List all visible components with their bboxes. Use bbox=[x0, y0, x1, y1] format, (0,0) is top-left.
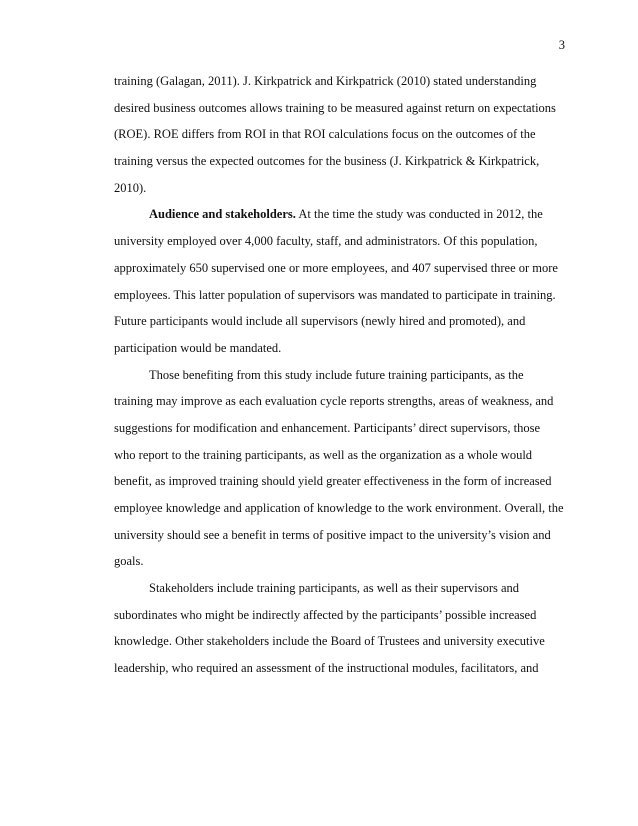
section-heading: Audience and stakeholders. bbox=[149, 207, 296, 222]
line-text: who report to the training participants, as well as the organization as a whole would bbox=[114, 447, 533, 462]
line-text: training (Galagan, 2011). J. Kirkpatrick and Kirkpatrick (2010) stated understanding bbox=[114, 74, 537, 88]
text-line bbox=[114, 628, 574, 655]
line-text: subordinates who might be indirectly affected by the participants’ possible increased bbox=[114, 607, 537, 622]
text-line bbox=[114, 228, 574, 255]
line-text: leadership, who required an assessment of the instructional modules, facilitators, and bbox=[114, 661, 539, 676]
text-line bbox=[114, 121, 574, 148]
text-line bbox=[114, 522, 574, 549]
text-line bbox=[114, 602, 574, 629]
line-text: Stakeholders include training participants, as well as their supervisors and bbox=[149, 581, 520, 596]
text-line bbox=[114, 335, 574, 362]
line-text: university should see a benefit in terms of positive impact to the university’s vision and bbox=[114, 527, 551, 542]
line-text: desired business outcomes allows training to be measured against return on expectations bbox=[114, 100, 556, 115]
line-text: participation would be mandated. bbox=[114, 340, 282, 355]
text-line bbox=[114, 282, 574, 309]
line-text: employee knowledge and application of knowledge to the work environment. Overall, the bbox=[114, 501, 564, 515]
text-line bbox=[114, 68, 574, 95]
line-text: training versus the expected outcomes for the business (J. Kirkpatrick & Kirkpatrick, bbox=[114, 154, 540, 169]
line-text: 2010). bbox=[114, 180, 147, 195]
line-text: Those benefiting from this study include future training participants, as the bbox=[149, 367, 524, 382]
text-line bbox=[114, 442, 574, 469]
line-text: training may improve as each evaluation cycle reports strengths, areas of weakness, and bbox=[114, 394, 554, 409]
text-line bbox=[114, 575, 574, 602]
text-line bbox=[114, 255, 574, 282]
text-line bbox=[114, 388, 574, 415]
text-line bbox=[114, 175, 574, 202]
text-line bbox=[114, 495, 574, 522]
line-text: suggestions for modification and enhancement. Participants’ direct supervisors, those bbox=[114, 420, 541, 435]
line-text: knowledge. Other stakeholders include the Board of Trustees and university executive bbox=[114, 634, 545, 649]
text-line bbox=[114, 201, 574, 228]
line-text: employees. This latter population of supervisors was mandated to participate in training. bbox=[114, 287, 556, 302]
line-text: approximately 650 supervised one or more employees, and 407 supervised three or more bbox=[114, 260, 558, 275]
line-text: (ROE). ROE differs from ROI in that ROI calculations focus on the outcomes of the bbox=[114, 127, 536, 142]
line-text: Future participants would include all supervisors (newly hired and promoted), and bbox=[114, 314, 526, 329]
page-number: 3 bbox=[558, 38, 565, 52]
text-line bbox=[114, 148, 574, 175]
text-line bbox=[114, 95, 574, 122]
line-text: At the time the study was conducted in 2012, the bbox=[295, 207, 543, 222]
body-text bbox=[114, 68, 574, 682]
text-line bbox=[114, 415, 574, 442]
text-line bbox=[114, 362, 574, 389]
text-line bbox=[114, 308, 574, 335]
text-line bbox=[114, 655, 574, 682]
line-text: goals. bbox=[114, 554, 144, 569]
line-text: university employed over 4,000 faculty, staff, and administrators. Of this population, bbox=[114, 234, 538, 249]
line-text: benefit, as improved training should yield greater effectiveness in the form of increased bbox=[114, 474, 552, 489]
text-line bbox=[114, 468, 574, 495]
text-line bbox=[114, 548, 574, 575]
